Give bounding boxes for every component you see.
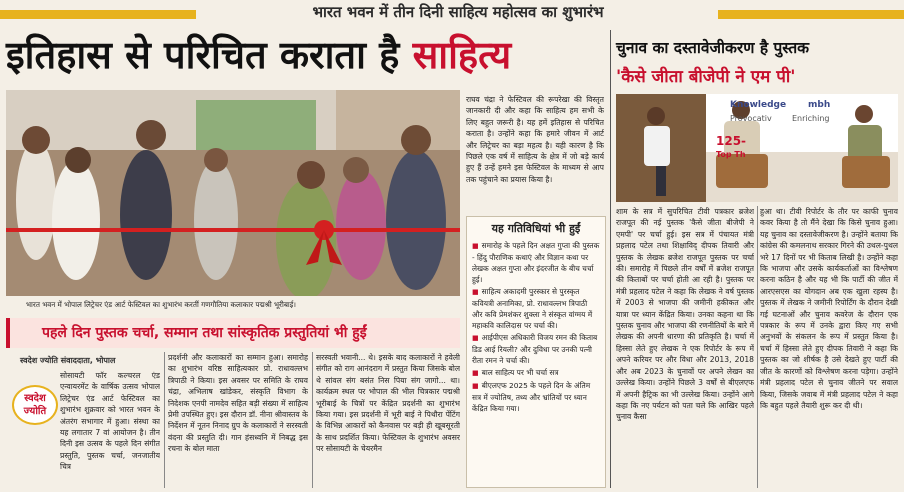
publication-logo [12, 385, 58, 425]
banner-text: Provocativ [730, 114, 772, 123]
activities-title: यह गतिविधियां भी हुईं [491, 222, 581, 235]
activity-item: ■ समारोह के पहले दिन अक्षत गुप्ता की पुस्तक - हिंदु पौराणिक कथाएं और विज्ञान कथा पर लेखक अक्षत गुप्ता और इंदरजीत के बीच चर्चा हुई। [472, 240, 600, 285]
logo-line-1: स्वदेश [24, 393, 46, 404]
right-heading-accent: 'कैसे जीता बीजेपी ने एम पी' [616, 67, 796, 87]
banner-text: Top Th [716, 150, 746, 159]
inauguration-photo [6, 90, 460, 296]
activity-item: ■ बीएलएफ 2025 के पहले दिन के अंतिम सत्र में ज्योतिष, तथ्य और भ्रांतियों पर ध्यान केंद्रित किया गया। [472, 380, 600, 414]
right-col-1: शाम के सत्र में सुपरिचित टीवी पत्रकार ब्रजेश राजपूत की नई पुस्तक 'कैसे जीता बीजेपी ने एमपी' पर चर्चा हुई। इस सत्र में पंचायत मंत्री प्रहलाद पटेल तथा शिक्षाविद् दीपक तिवारी और पुस्तक के लेखक ब्रजेश राजपूत पुस्तक पर चर्चा की। समारोह में पिछले तीन वर्षों में ब्रजेश राजपूत की किताबों पर चर्चा होती आ रही है। पुस्तक पर मंत्री प्रहलाद पटेल ने कहा कि लेखक ने वर्ष पुस्तक में 2003 से भाजपा की जमीनी हकीकत और यात्रा पर ध्यान केंद्रित किया। उनका कहना था कि पुस्तक चुनाव और भाजपा की रणनीतियों के बारे में लेखक की अपनी धारणा की प्रतिकृति है। चर्चा में हिस्सा लेते हुए लेखक ने एक रिपोर्टर के रूप में अपने करियर पर और विधा और 2013, 2018 और अब 2023 के चुनावों पर अपने लेखन का उल्लेख किया। उन्होंने पिछले 3 वर्षों से बीएलएफ में अपनी हैट्रिक का भी उल्लेख किया। उन्होंने आगे कहा कि नए पर्यटन को पता चले कि आखिर पहले चुनाव कैसा [616, 207, 754, 422]
logo-line-2: ज्योति [23, 406, 47, 417]
headline-accent-word: साहित्य [412, 33, 512, 77]
top-band-stripe-right [718, 10, 904, 19]
column-rule [164, 352, 165, 488]
right-heading: चुनाव का दस्तावेजीकरण है पुस्तक [616, 39, 810, 57]
activity-item: ■ बाल साहित्य पर भी चर्चा सत्र [472, 367, 600, 379]
subhead: पहले दिन पुस्तक चर्चा, सम्मान तथा सांस्कृतिक प्रस्तुतियां भी हुईं [6, 318, 460, 348]
banner-text: 125- [716, 134, 747, 148]
column-rule [312, 352, 313, 488]
top-band [0, 0, 904, 26]
banner-text: Enriching [792, 114, 830, 123]
activities-box [466, 216, 606, 488]
top-band-title: भारत भवन में तीन दिनी साहित्य महोत्सव का शुभारंभ [312, 3, 604, 21]
top-band-stripe-left [0, 10, 196, 19]
book-discussion-photo [616, 94, 898, 202]
body-col-2: प्रदर्शनी और कलाकारों का सम्मान हुआ। समारोह का शुभारंभ वरिष्ठ साहित्यकार प्रो. राधावल्लभ त्रिपाठी ने किया। इस अवसर पर समिति के राघव चंद्रा, अभिलाष खांडेकर, संस्कृति विभाग के निदेशक एनपी नामदेव सहित बड़ी संख्या में साहित्य प्रेमी उपस्थित हुए। इस दौरान डॉ. नीना श्रीवास्तव के निर्देशन में नूतन निनाद ग्रुप के कलाकारों ने सरस्वती वंदना की प्रस्तुति दी। गान हंसध्वनि में निबद्ध इस रचना के बोल माता [168, 353, 308, 454]
activity-item: ■ साहित्य अकादमी पुरस्कार से पुरस्कृत कवियत्री अनामिका, प्रो. राधावल्लभ त्रिपाठी और कवि प्रेमशंकर शुक्ला ने संस्कृत वांग्मय में महाकवि कालिदास पर चर्चा की। [472, 286, 600, 331]
story-continuation: राघव चंद्रा ने फेस्टिवल की रूपरेखा की विस्तृत जानकारी दी और कहा कि साहित्य हम सभी के लिए बहुत जरूरी है। यह हमें इतिहास से परिचित कराता है। उन्होंने कहा कि हमारे जीवन में आर्ट और लिट्रेचर का बड़ा महत्व है। यही कारण है कि पिछले एक वर्ष में साहित्य के क्षेत्र में जो बड़े कार्य हुए हैं उन्हें हमने इस फेस्टिवल के माध्यम से आप तक पहुंचाने का प्रयास किया है। [466, 95, 604, 184]
body-col-3: सरस्वती भवानी... थे। इसके बाद कलाकारों ने हवेली संगीत को राग आनंदराग में प्रस्तुत किया जिसके बोल थे सांवल संग बसंत निस पिया संग जागो... था। कार्यक्रम स्थल पर भोपाल की भील चित्रकार पद्मश्री भूरीबाई के चित्रों पर केंद्रित प्रदर्शनी का शुभारंभ किया गया। इस प्रदर्शनी में भूरी बाई ने पिथौरा पेंटिंग के विभिन्न आकारों को कैनवास पर बड़ी ही खूबसूरती के साथ प्रदर्शित किया। फेस्टिवल के शुभारंभ अवसर पर सोसायटी के चेयरमैन [316, 353, 460, 454]
banner-text: mbh [808, 100, 831, 110]
main-headline [6, 30, 606, 82]
photo-caption: भारत भवन में भोपाल लिट्रेचर एंड आर्ट फेस्टिवल का शुभारंभ करतीं गणगौतिया कलाकार पद्मश्री भूरीबाई। [26, 300, 297, 309]
banner-text: Knowledge [730, 100, 787, 110]
column-rule [757, 206, 758, 488]
right-col-2: हुआ था। टीवी रिपोर्टर के तौर पर काफी चुनाव कवर किया है तो मैंने देखा कि किसे चुनाव हुआ। यह चुनाव का दस्तावेजीकरण है। उन्होंने बताया कि कांग्रेस की कमलनाथ सरकार गिरने की उथल-पुथल भरे 17 दिनों पर भी किताब लिखी है। उन्होंने कहा कि भाजपा और उसके कार्यकर्ताओं का विश्लेषण करना कठिन है और यह भी कि पार्टी की जीत में आरएसएस का योगदान अब एक खुला रहस्य है। पुस्तक में लेखक ने जमीनी रिपोर्टिंग के दौरान देखी गई घटनाओं और चुनाव कवरेज के दौरान एक पत्रकार के रूप में उनके द्वारा किए गए सभी अनुभवों के संकलन के रूप में प्रस्तुत किया है। चर्चा में हिस्सा लेते हुए दीपक तिवारी ने कहा कि पुस्तक का जो शीर्षक है उसे देखते हुए पार्टी की जीत के कारणों को विश्लेषण करना पड़ेगा। उन्होंने मंत्री प्रहलाद पटेल से चुनाव जीतने पर सवाल किया, जिसके जवाब में मंत्री प्रहलाद पटेल ने कहा कि बहुत पहले तैयारी शुरू कर दी थी। [760, 207, 898, 410]
activity-item: ■ आईपीएस अधिकारी विजय रमन की किताब डिड आई रियली? और दुविधा पर उनकी पत्नी रीता रमन ने चर्चा की। [472, 332, 600, 366]
body-col-1: सोसायटी फॉर कल्चरल एंड एन्वायरमेंट के वार्षिक उत्सव भोपाल लिट्रेचर एंड आर्ट फेस्टिवल का शुभारंभ शुक्रवार को भारत भवन के अंतरंग सभागार में हुआ। संस्था का यह लगातार 7 वां आयोजन है। तीन दिनी इस उत्सव के पहले दिन संगीत प्रस्तुति, पुस्तक चर्चा, जनजातीय चित्र [60, 371, 160, 472]
headline-text: इतिहास से परिचित कराता है [6, 33, 400, 77]
story-divider [610, 30, 611, 488]
byline: स्वदेश ज्योति संवाददाता, भोपाल [20, 356, 116, 365]
